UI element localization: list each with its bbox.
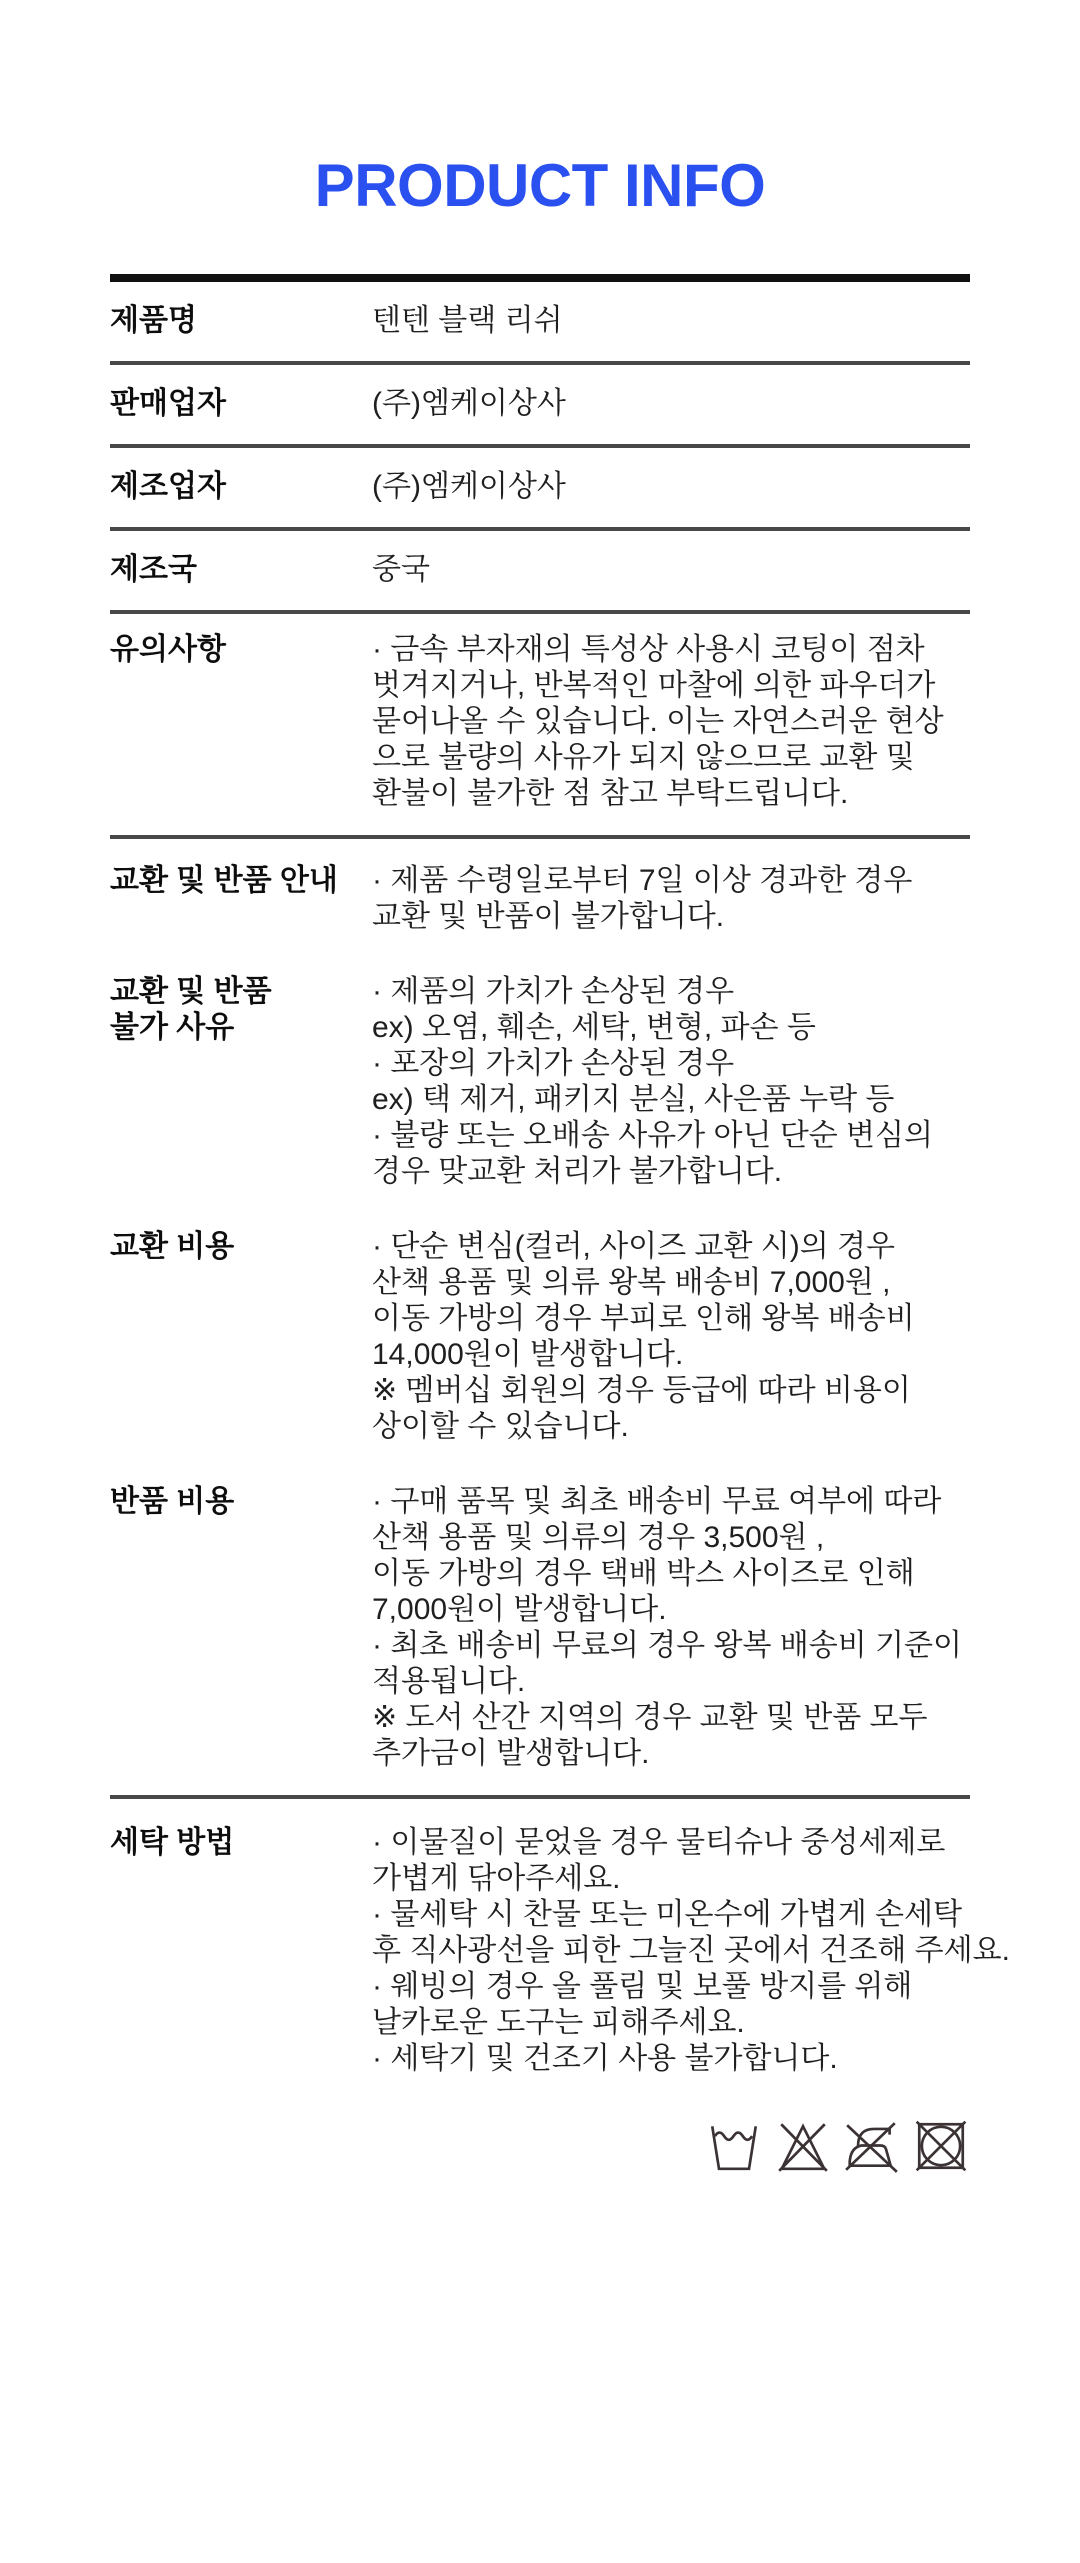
row-value: [372, 552, 970, 588]
value-line: · 웨빙의 경우 올 풀림 및 보풀 방지를 위해: [372, 1970, 913, 2003]
value-line: 교환 및 반품이 불가합니다.: [372, 900, 725, 933]
value-line: 가볍게 닦아주세요.: [372, 1862, 621, 1895]
row-value: [372, 974, 970, 1190]
row-label: 제조국: [110, 553, 197, 586]
do-not-bleach-icon: [774, 2117, 832, 2175]
product-info-sheet: [110, 150, 1010, 2410]
value-line: · 세탁기 및 건조기 사용 불가합니다.: [372, 2042, 838, 2075]
value-line: 추가금이 발생합니다.: [372, 1737, 650, 1770]
row-label: [110, 974, 372, 1190]
value-line: · 금속 부자재의 특성상 사용시 코팅이 점차: [372, 633, 925, 666]
product-info-table: [110, 274, 1010, 2077]
value-line: 후 직사광선을 피한 그늘진 곳에서 건조해 주세요.: [372, 1934, 1010, 1967]
do-not-tumble-dry-icon: [912, 2117, 970, 2175]
row-label: 판매업자: [110, 387, 226, 420]
value-line: · 불량 또는 오배송 사유가 아닌 단순 변심의: [372, 1119, 933, 1152]
label-line: 교환 및 반품: [110, 975, 272, 1008]
value-line: 적용됩니다.: [372, 1665, 526, 1698]
row-value: [372, 1484, 970, 1772]
label-line: 교환 비용: [110, 1230, 235, 1263]
row-manufacturer: [110, 448, 970, 531]
row-exchange-return-restrictions: [110, 974, 970, 1190]
value-line: 중국: [372, 553, 430, 586]
value-line: (주)엠케이상사: [372, 387, 566, 420]
row-value: [372, 469, 970, 505]
row-value: [372, 386, 970, 422]
value-line: · 제품의 가치가 손상된 경우: [372, 975, 735, 1008]
value-line: 환불이 불가한 점 참고 부탁드립니다.: [372, 777, 849, 810]
value-line: 날카로운 도구는 피해주세요.: [372, 2006, 745, 2039]
row-country-of-origin: [110, 531, 970, 614]
wash-tub-icon: [705, 2117, 763, 2175]
value-line: 산책 용품 및 의류의 경우 3,500원 ,: [372, 1521, 825, 1554]
value-line: (주)엠케이상사: [372, 470, 566, 503]
label-line: 교환 및 반품 안내: [110, 864, 338, 897]
row-washing-method: [110, 1799, 1010, 2077]
row-precautions: [110, 614, 970, 839]
care-symbols-row: [110, 2117, 970, 2175]
row-value: [372, 632, 970, 812]
row-seller: [110, 365, 970, 448]
row-label: [110, 863, 372, 935]
value-line: · 제품 수령일로부터 7일 이상 경과한 경우: [372, 864, 913, 897]
value-line: ※ 멤버십 회원의 경우 등급에 따라 비용이: [372, 1374, 911, 1407]
value-line: 벗겨지거나, 반복적인 마찰에 의한 파우더가: [372, 669, 936, 702]
row-value: [372, 863, 970, 935]
row-exchange-return-guide: [110, 863, 970, 935]
value-line: · 이물질이 묻었을 경우 물티슈나 중성세제로: [372, 1826, 946, 1859]
value-line: 묻어나올 수 있습니다. 이는 자연스러운 현상: [372, 705, 944, 738]
label-line: 반품 비용: [110, 1485, 235, 1518]
value-line: 7,000원이 발생합니다.: [372, 1593, 667, 1626]
value-line: 14,000원이 발생합니다.: [372, 1338, 684, 1371]
row-return-cost: [110, 1484, 970, 1772]
value-line: · 구매 품목 및 최초 배송비 무료 여부에 따라: [372, 1485, 942, 1518]
row-label: [110, 1229, 372, 1445]
value-line: ex) 택 제거, 패키지 분실, 사은품 누락 등: [372, 1083, 895, 1116]
label-line: 불가 사유: [110, 1011, 235, 1044]
value-line: ex) 오염, 훼손, 세탁, 변형, 파손 등: [372, 1011, 816, 1044]
value-line: 상이할 수 있습니다.: [372, 1410, 629, 1443]
value-line: · 포장의 가치가 손상된 경우: [372, 1047, 735, 1080]
do-not-iron-icon: [843, 2117, 901, 2175]
row-label: 세탁 방법: [110, 1826, 235, 1859]
value-line: 산책 용품 및 의류 왕복 배송비 7,000원 ,: [372, 1266, 891, 1299]
row-label: 제품명: [110, 304, 197, 337]
value-line: 이동 가방의 경우 택배 박스 사이즈로 인해: [372, 1557, 915, 1590]
value-line: 으로 불량의 사유가 되지 않으므로 교환 및: [372, 741, 915, 774]
value-line: 이동 가방의 경우 부피로 인해 왕복 배송비: [372, 1302, 915, 1335]
row-value: [372, 303, 970, 339]
row-product-name: [110, 282, 970, 365]
row-exchange-cost: [110, 1229, 970, 1445]
row-label: [110, 1484, 372, 1772]
row-value: [372, 1825, 1010, 2077]
value-line: · 물세탁 시 찬물 또는 미온수에 가볍게 손세탁: [372, 1898, 962, 1931]
page-title: PRODUCT INFO: [314, 152, 766, 219]
exchange-return-group: [110, 839, 970, 1799]
value-line: ※ 도서 산간 지역의 경우 교환 및 반품 모두: [372, 1701, 928, 1734]
value-line: 텐텐 블랙 리쉬: [372, 304, 563, 337]
row-label: 제조업자: [110, 470, 226, 503]
row-label: 유의사항: [110, 633, 226, 666]
row-value: [372, 1229, 970, 1445]
value-line: · 최초 배송비 무료의 경우 왕복 배송비 기준이: [372, 1629, 962, 1662]
value-line: 경우 맞교환 처리가 불가합니다.: [372, 1155, 783, 1188]
value-line: · 단순 변심(컬러, 사이즈 교환 시)의 경우: [372, 1230, 896, 1263]
